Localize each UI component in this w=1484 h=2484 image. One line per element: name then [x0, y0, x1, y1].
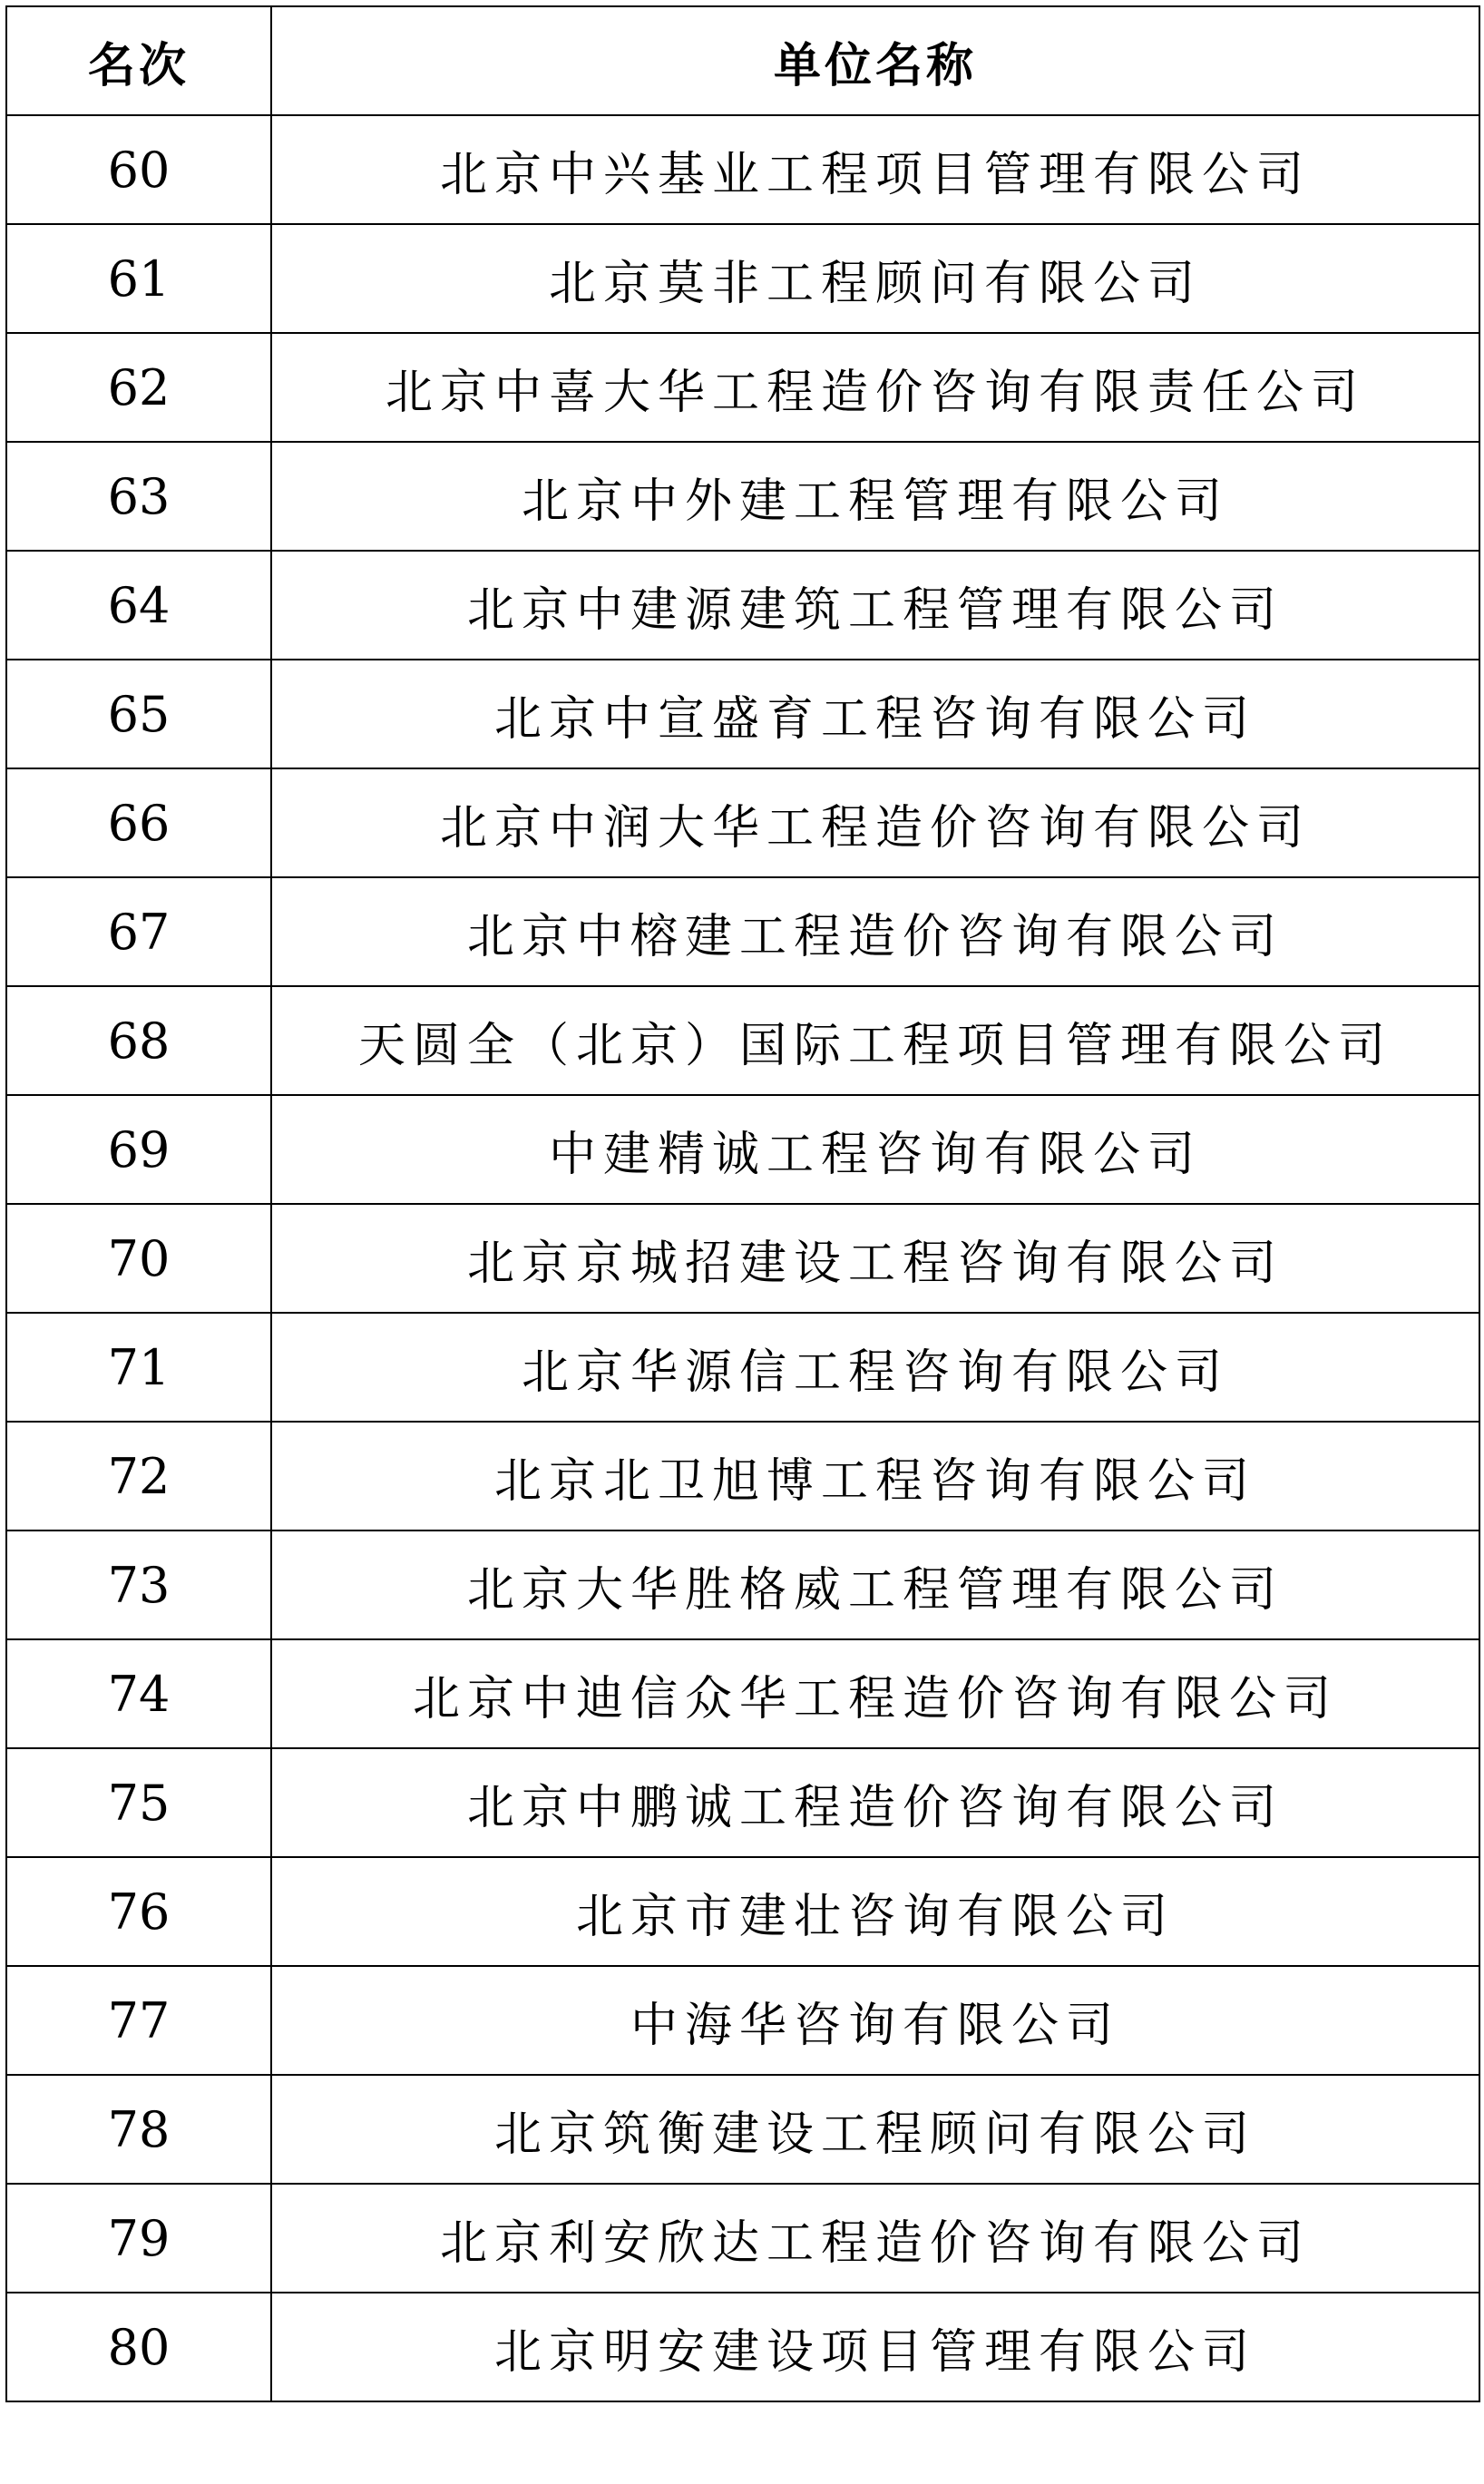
- rank-cell: 73: [6, 1530, 271, 1639]
- table-header: [6, 6, 1479, 115]
- rank-cell: 72: [6, 1422, 271, 1530]
- rank-cell: 60: [6, 115, 271, 224]
- rank-cell: 65: [6, 660, 271, 768]
- company-name-cell: 北京中建源建筑工程管理有限公司: [271, 551, 1479, 660]
- rank-cell: 80: [6, 2293, 271, 2401]
- company-name-cell: 北京华源信工程咨询有限公司: [271, 1313, 1479, 1422]
- table-row: [6, 2184, 1479, 2293]
- company-name-cell: 中海华咨询有限公司: [271, 1966, 1479, 2075]
- table-row: [6, 224, 1479, 333]
- rank-cell: 76: [6, 1857, 271, 1966]
- company-name-cell: 北京莫非工程顾问有限公司: [271, 224, 1479, 333]
- company-name-cell: 北京中兴基业工程项目管理有限公司: [271, 115, 1479, 224]
- table-body: [6, 115, 1479, 2401]
- company-name-cell: 北京中润大华工程造价咨询有限公司: [271, 768, 1479, 877]
- company-name-cell: 北京中榕建工程造价咨询有限公司: [271, 877, 1479, 986]
- table-row: [6, 768, 1479, 877]
- rank-cell: 71: [6, 1313, 271, 1422]
- column-header-rank: 名次: [6, 6, 271, 115]
- company-name-cell: 北京大华胜格威工程管理有限公司: [271, 1530, 1479, 1639]
- rank-cell: 69: [6, 1095, 271, 1204]
- table-row: [6, 1639, 1479, 1748]
- company-name-cell: 北京筑衡建设工程顾问有限公司: [271, 2075, 1479, 2184]
- company-name-cell: 北京利安欣达工程造价咨询有限公司: [271, 2184, 1479, 2293]
- company-name-cell: 北京京城招建设工程咨询有限公司: [271, 1204, 1479, 1313]
- company-name-cell: 北京中鹏诚工程造价咨询有限公司: [271, 1748, 1479, 1857]
- company-name-cell: 北京中宣盛育工程咨询有限公司: [271, 660, 1479, 768]
- rank-cell: 63: [6, 442, 271, 551]
- company-name-cell: 天圆全（北京）国际工程项目管理有限公司: [271, 986, 1479, 1095]
- company-name-cell: 北京中喜大华工程造价咨询有限责任公司: [271, 333, 1479, 442]
- table-row: [6, 551, 1479, 660]
- table-row: [6, 1422, 1479, 1530]
- table-row: [6, 115, 1479, 224]
- table-row: [6, 986, 1479, 1095]
- table-row: [6, 442, 1479, 551]
- rank-cell: 61: [6, 224, 271, 333]
- table-row: [6, 2075, 1479, 2184]
- table-row: [6, 877, 1479, 986]
- company-name-cell: 北京北卫旭博工程咨询有限公司: [271, 1422, 1479, 1530]
- rank-cell: 64: [6, 551, 271, 660]
- table-row: [6, 1095, 1479, 1204]
- table-row: [6, 660, 1479, 768]
- rank-cell: 68: [6, 986, 271, 1095]
- rank-cell: 62: [6, 333, 271, 442]
- table-row: [6, 2293, 1479, 2401]
- company-name-cell: 北京明安建设项目管理有限公司: [271, 2293, 1479, 2401]
- rank-cell: 79: [6, 2184, 271, 2293]
- rank-cell: 70: [6, 1204, 271, 1313]
- rank-cell: 67: [6, 877, 271, 986]
- table-row: [6, 1748, 1479, 1857]
- company-name-cell: 北京中外建工程管理有限公司: [271, 442, 1479, 551]
- table-row: [6, 1857, 1479, 1966]
- company-name-cell: 北京中迪信众华工程造价咨询有限公司: [271, 1639, 1479, 1748]
- table-row: [6, 1204, 1479, 1313]
- company-name-cell: 中建精诚工程咨询有限公司: [271, 1095, 1479, 1204]
- company-name-cell: 北京市建壮咨询有限公司: [271, 1857, 1479, 1966]
- rank-cell: 77: [6, 1966, 271, 2075]
- table-row: [6, 333, 1479, 442]
- ranking-table: [5, 5, 1480, 2402]
- rank-cell: 78: [6, 2075, 271, 2184]
- table-row: [6, 1966, 1479, 2075]
- rank-cell: 75: [6, 1748, 271, 1857]
- rank-cell: 74: [6, 1639, 271, 1748]
- header-row: [6, 6, 1479, 115]
- rank-cell: 66: [6, 768, 271, 877]
- table-row: [6, 1313, 1479, 1422]
- column-header-name: 单位名称: [271, 6, 1479, 115]
- table-row: [6, 1530, 1479, 1639]
